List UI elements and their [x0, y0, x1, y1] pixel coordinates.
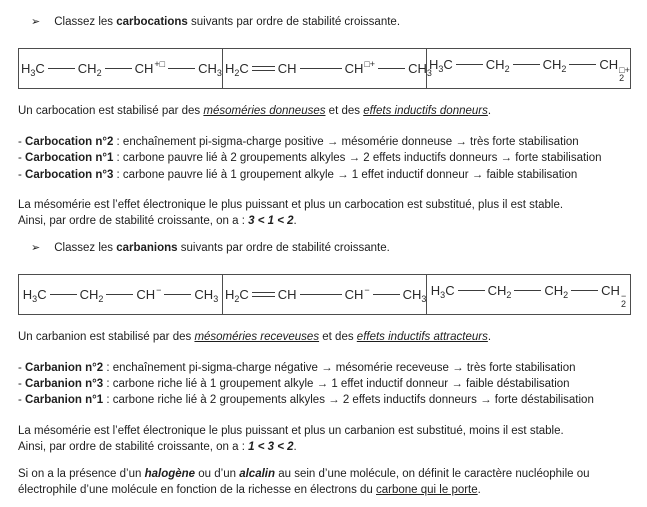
chemical-formula-carbanion-2: $H_2C$ CH CH− $CH_3$ [225, 285, 427, 305]
conclusion-order-line: Ainsi, par ordre de stabilité croissante, on a : 3 < 1 < 2. [18, 215, 297, 228]
chemical-formula-carbanion-3: $H_3C$ $CH_2$ $CH_2$ CH − 2 [430, 282, 627, 309]
list-item-carbocation-3: - Carbocation n°3 : carbone pauvre lié à 1 groupement alkyle → 1 effet inductif donneur → faible stabilisation [18, 168, 578, 181]
carbanion-structures-table [18, 274, 631, 315]
carbanion-structure-cell-3 [427, 275, 631, 315]
chemical-formula-carbocation-2: $H_2C$ CH CH□+ $CH_3$ [225, 59, 432, 79]
carbocation-rule: Un carbocation est stabilisé par des mésoméries donneuses et des effets inductifs donneurs. [18, 105, 492, 118]
carbanion-ranking-list [18, 360, 631, 409]
chemical-formula-carbanion-1: $H_3C$ $CH_2$ CH− $CH_3$ [22, 285, 219, 305]
table-row [19, 275, 631, 315]
carbanion-structure-cell-2 [223, 275, 427, 315]
list-item-carbocation-2: - Carbocation n°2 : enchaînement pi-sigma-charge positive → mésomérie donneuse → très forte stabilisation [18, 135, 579, 148]
carbocation-conclusion [18, 197, 631, 230]
prompt-line-carbocations [18, 14, 631, 30]
arrow-bullet-icon: ➢ [31, 241, 41, 254]
prompt-text-carbanions: Classez les carbanions suivants par ordre de stabilité croissante. [54, 241, 390, 254]
carbocation-structure-cell-3 [427, 49, 631, 89]
carbocation-structures-table [18, 48, 631, 89]
conclusion-line: La mésomérie est l’effet électronique le plus puissant et plus un carbocation est substitué, plus il est stable. [18, 199, 564, 212]
table-row [19, 49, 631, 89]
list-item-carbanion-3: - Carbanion n°3 : carbone riche lié à 1 groupement alkyle → 1 effet inductif donneur → faible déstabilisation [18, 378, 570, 391]
conclusion-order-line: Ainsi, par ordre de stabilité croissante, on a : 1 < 3 < 2. [18, 441, 297, 454]
list-item-carbanion-1: - Carbanion n°1 : carbone riche lié à 2 groupements alkyles → 2 effets inductifs donneurs → forte déstabilisation [18, 394, 594, 407]
list-item-carbanion-2: - Carbanion n°2 : enchaînement pi-sigma-charge négative → mésomérie receveuse → très forte stabilisation [18, 361, 576, 374]
carbocation-ranking-list [18, 134, 631, 183]
carbanion-rule: Un carbanion est stabilisé par des mésoméries receveuses et des effets inductifs attracteurs. [18, 331, 492, 344]
footer-note: Si on a la présence d’un halogène ou d’un alcalin au sein d’une molécule, on définit le caractère nucléophile ou électrophile d’une molécule en fonction de la richesse en électrons du carbone qui le porte. [18, 467, 590, 497]
carbanion-conclusion [18, 423, 631, 456]
carbocation-structure-cell-2 [223, 49, 432, 89]
carbanion-structure-cell-1 [19, 275, 223, 315]
prompt-text-carbocations: Classez les carbocations suivants par ordre de stabilité croissante. [54, 16, 401, 28]
prompt-line-carbanions [18, 240, 631, 256]
chemical-formula-carbocation-3: $H_3C$ $CH_2$ $CH_2$ CH □+ 2 [429, 56, 630, 83]
arrow-bullet-icon: ➢ [31, 16, 41, 28]
chemical-formula-carbocation-1: $H_3C$ $CH_2$ CH+□ $CH_3$ [21, 59, 222, 79]
list-item-carbocation-1: - Carbocation n°1 : carbone pauvre lié à 2 groupements alkyles → 2 effets inductifs donneurs → forte stabilisation [18, 152, 602, 165]
conclusion-line: La mésomérie est l’effet électronique le plus puissant et plus un carbanion est substitué, moins il est stable. [18, 424, 564, 437]
carbocation-structure-cell-1 [19, 49, 223, 89]
